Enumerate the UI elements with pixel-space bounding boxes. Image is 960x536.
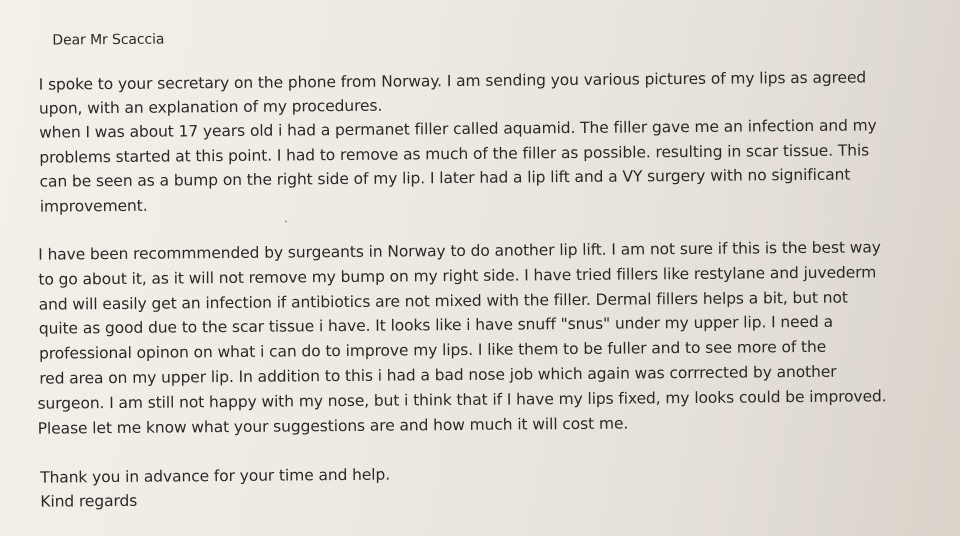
paragraph1-line: upon, with an explanation of my procedures. bbox=[38, 96, 383, 118]
paragraph2-line: and will easily get an infection if antibiotics are not mixed with the filler. Dermal fillers helps a bit, but not bbox=[38, 288, 848, 314]
paragraph2-line: to go about it, as it will not remove my bump on my right side. I have tried fillers like restylane and juvederm bbox=[38, 263, 877, 289]
paragraph1-line: I spoke to your secretary on the phone from Norway. I am sending you various pictures of my lips as agreed bbox=[38, 68, 867, 94]
paragraph1-line: problems started at this point. I had to remove as much of the filler as possible. resulting in scar tissue. This bbox=[39, 141, 870, 167]
closing-thanks: Thank you in advance for your time and help. bbox=[40, 465, 391, 487]
paragraph1-line: can be seen as a bump on the right side of my lip. I later had a lip lift and a VY surgery with no significant bbox=[39, 165, 851, 191]
paragraph2-line: I have been recommmended by surgeants in Norway to do another lip lift. I am not sure if this is the best way bbox=[38, 238, 881, 264]
paragraph2-line: Please let me know what your suggestions are and how much it will cost me. bbox=[37, 414, 629, 438]
paragraph2-line: red area on my upper lip. In addition to this i had a bad nose job which again was corrrected by another bbox=[39, 362, 837, 388]
paragraph2-line: professional opinon on what i can do to improve my lips. I like them to be fuller and to see more of the bbox=[39, 337, 827, 363]
paper-speck bbox=[285, 221, 287, 223]
closing-regards: Kind regards bbox=[40, 491, 138, 511]
paragraph2-line: quite as good due to the scar tissue i have. It looks like i have snuff "snus" under my upper lip. I need a bbox=[38, 312, 834, 338]
paragraph1-line: when I was about 17 years old i had a permanet filler called aquamid. The filler gave me an infection and my bbox=[39, 116, 877, 142]
paragraph2-line: surgeon. I am still not happy with my nose, but i think that if I have my lips fixed, my looks could be improved. bbox=[37, 387, 887, 413]
letter-salutation: Dear Mr Scaccia bbox=[52, 31, 165, 49]
paragraph1-line: improvement. bbox=[39, 196, 148, 216]
